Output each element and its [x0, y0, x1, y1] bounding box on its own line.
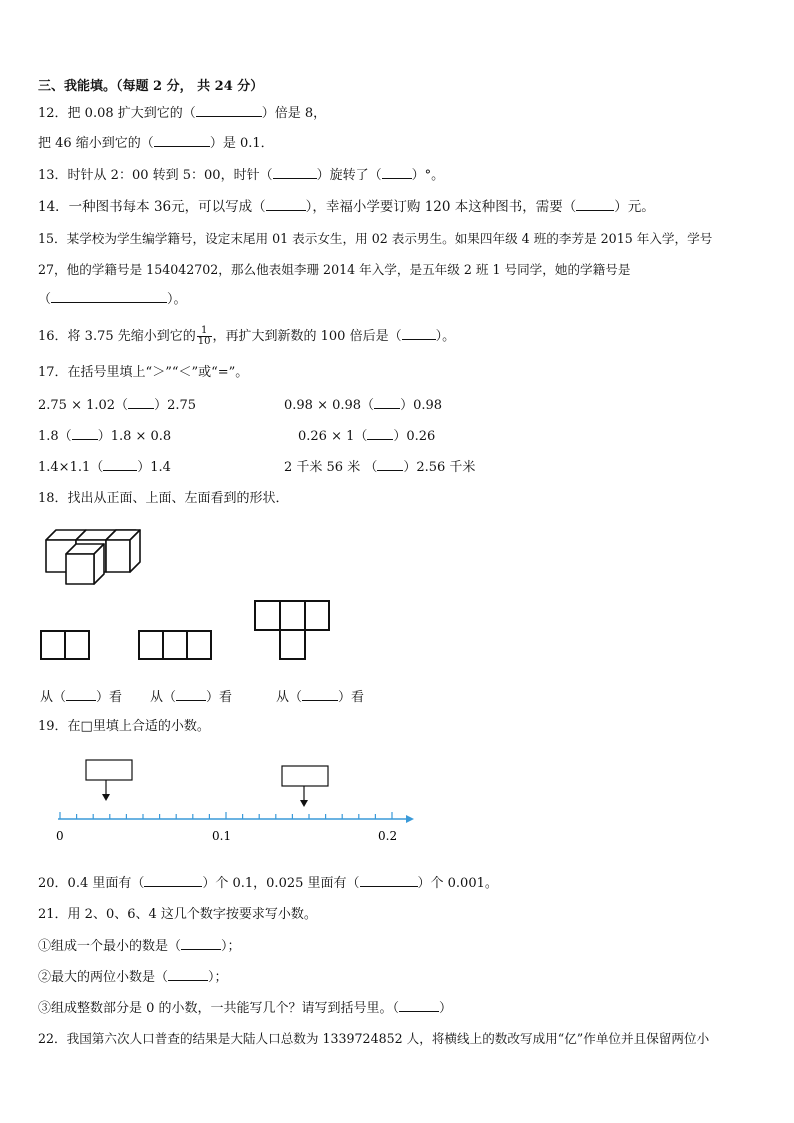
q21-blank-3[interactable]: [399, 999, 439, 1012]
view-option-three-squares: [138, 630, 212, 660]
q17-item-1: [38, 396, 196, 415]
axis-arrow-icon: [406, 815, 414, 823]
q20-blank-2[interactable]: [360, 874, 418, 887]
q17-title: 17．在括号里填上“＞”“＜”或“=”。: [38, 365, 249, 380]
q14-blank-2[interactable]: [576, 198, 614, 211]
q17-item-2: [284, 396, 442, 415]
q20-blank-1[interactable]: [144, 874, 202, 887]
q21-item-2-a: ②最大的两位小数是（: [38, 970, 169, 985]
q21-item-1-a: ①组成一个最小的数是（: [38, 939, 182, 954]
q18-answer-2-b: ）看: [206, 690, 233, 705]
view-option-t-shape: [254, 600, 330, 660]
q14-text-c: ）元。: [614, 199, 655, 215]
q16-fraction-denominator: 10: [197, 336, 211, 347]
q18-answer-1-a: 从（: [40, 690, 67, 705]
q21-item-1: [38, 937, 241, 956]
q17-item-5-right: ）1.4: [137, 460, 171, 475]
view-square: [279, 629, 306, 660]
q17-item-1-right: ）2.75: [154, 398, 197, 413]
q17-item-3-left: 1.8（: [38, 429, 72, 444]
q12-text-b: ）倍是 8，: [261, 106, 327, 121]
q15-line3: [38, 290, 187, 309]
q15-text-b: ）。: [167, 292, 187, 307]
q18-answer-3-a: 从（: [276, 690, 303, 705]
q18-answer-1: [40, 688, 122, 707]
q15-blank[interactable]: [51, 290, 167, 303]
q20-text-c: ）个 0.001。: [417, 876, 498, 891]
q16-text-b: ，再扩大到新数的 100 倍后是（: [212, 329, 402, 344]
q12-line2: [38, 134, 274, 153]
view-square: [304, 600, 330, 631]
q18-blank-1[interactable]: [66, 688, 96, 701]
q18-answer-3: [276, 688, 364, 707]
q17-blank-2[interactable]: [374, 396, 400, 409]
arrow-head-1: [102, 794, 110, 801]
q16: [38, 326, 455, 347]
q18-title: 18．找出从正面、上面、左面看到的形状．: [38, 491, 289, 506]
q14-text-a: 14．一种图书每本 36元，可以写成（: [38, 199, 266, 215]
q15-line1: 15．某学校为学生编学籍号，设定末尾用 01 表示女生，用 02 表示男生。如果四年级 4 班的李芳是 2015 年入学，学号: [38, 231, 713, 246]
q14-text-b: ），幸福小学要订购 120 本这种图书，需要（: [305, 199, 577, 215]
q21-item-3: [38, 999, 452, 1018]
q13-text-a: 13．时针从 2：00 转到 5：00，时针（: [38, 168, 273, 183]
q12-text-a: 12．把 0.08 扩大到它的（: [38, 106, 196, 121]
tick-label-0: 0: [56, 829, 64, 843]
q20: [38, 874, 498, 893]
q16-text-a: 16．将 3.75 先缩小到它的: [38, 329, 196, 344]
view-square: [254, 600, 281, 631]
cube-stack-figure: [40, 522, 150, 588]
q18-answer-3-b: ）看: [338, 690, 365, 705]
q18-blank-3[interactable]: [302, 688, 338, 701]
view-square: [162, 630, 188, 660]
q18-blank-2[interactable]: [176, 688, 206, 701]
q16-fraction: [197, 326, 212, 347]
q17-blank-6[interactable]: [377, 458, 403, 471]
q12-text-c: 把 46 缩小到它的（: [38, 136, 154, 151]
q20-text-b: ）个 0.1，0.025 里面有（: [202, 876, 360, 891]
q17-item-4-left: 0.26 × 1（: [298, 429, 368, 444]
q17-item-4-right: ）0.26: [393, 429, 436, 444]
q17-item-3: [38, 427, 171, 446]
q17-item-1-left: 2.75 × 1.02（: [38, 398, 129, 413]
q21-item-2-b: ）；: [208, 970, 228, 985]
q22-line1: 22．我国第六次人口普查的结果是大陆人口总数为 1339724852 人，将横线上的数改写成用“亿”作单位并且保留两位小: [38, 1031, 710, 1046]
answer-box-2[interactable]: [282, 766, 328, 786]
q17-blank-4[interactable]: [367, 427, 393, 440]
q17-blank-5[interactable]: [103, 458, 137, 471]
view-square: [138, 630, 164, 660]
view-square: [64, 630, 90, 660]
q18-answer-2-a: 从（: [150, 690, 177, 705]
q14-blank-1[interactable]: [266, 198, 306, 211]
q17-item-6: [284, 458, 475, 477]
q12-blank-1[interactable]: [196, 104, 262, 117]
q18-answer-2: [150, 688, 232, 707]
q15-line2: 27，他的学籍号是 154042702，那么他表姐李珊 2014 年入学，是五年级 2 班 1 号同学，她的学籍号是: [38, 262, 631, 277]
q13-blank-2[interactable]: [382, 166, 412, 179]
q21-item-3-a: ③组成整数部分是 0 的小数，一共能写几个？请写到括号里。（: [38, 1001, 400, 1016]
q17-item-6-left: 2 千米 56 米 （: [284, 460, 378, 475]
q17-item-5: [38, 458, 171, 477]
q16-blank[interactable]: [402, 327, 436, 340]
q17-item-2-right: ）0.98: [400, 398, 443, 413]
q13: [38, 166, 444, 185]
q17-item-5-left: 1.4×1.1（: [38, 460, 104, 475]
q18-answer-1-b: ）看: [96, 690, 123, 705]
q17-item-4: [298, 427, 435, 446]
view-square: [40, 630, 66, 660]
q17-item-3-right: ）1.8 × 0.8: [97, 429, 172, 444]
q21-item-3-b: ）: [439, 1001, 453, 1016]
q17-item-6-right: ）2.56 千米: [403, 460, 476, 475]
number-line-figure: [50, 756, 420, 848]
q21-blank-1[interactable]: [181, 937, 221, 950]
answer-box-1[interactable]: [86, 760, 132, 780]
view-square: [279, 600, 306, 631]
q21-item-1-b: ）；: [221, 939, 241, 954]
q15-text-a: （: [38, 292, 52, 307]
q13-text-b: ）旋转了（: [316, 168, 382, 183]
tick-label-0-1: 0.1: [212, 829, 232, 843]
section-title: 三、我能填。（每题 2 分， 共 24 分）: [38, 79, 264, 94]
q21-blank-2[interactable]: [168, 968, 208, 981]
q13-blank-1[interactable]: [273, 166, 317, 179]
q12-line1: [38, 104, 326, 123]
view-option-two-squares: [40, 630, 90, 660]
q21-title: 21．用 2、0、6、4 这几个数字按要求写小数。: [38, 907, 317, 922]
arrow-head-2: [300, 800, 308, 807]
tick-label-0-2: 0.2: [378, 829, 398, 843]
q21-item-2: [38, 968, 228, 987]
q13-text-c: ）°。: [411, 168, 445, 183]
q19-title: 19．在□里填上合适的小数。: [38, 719, 210, 734]
q17-blank-3[interactable]: [72, 427, 98, 440]
q17-blank-1[interactable]: [128, 396, 154, 409]
q16-text-c: ）。: [435, 329, 456, 344]
q14: [38, 198, 655, 216]
q12-text-d: ）是 0.1．: [209, 136, 274, 151]
view-square: [186, 630, 212, 660]
number-line-ticks: [60, 812, 392, 819]
q17-item-2-left: 0.98 × 0.98（: [284, 398, 375, 413]
q16-fraction-numerator: 1: [197, 326, 212, 337]
q12-blank-2[interactable]: [154, 134, 210, 147]
q20-text-a: 20．0.4 里面有（: [38, 876, 145, 891]
